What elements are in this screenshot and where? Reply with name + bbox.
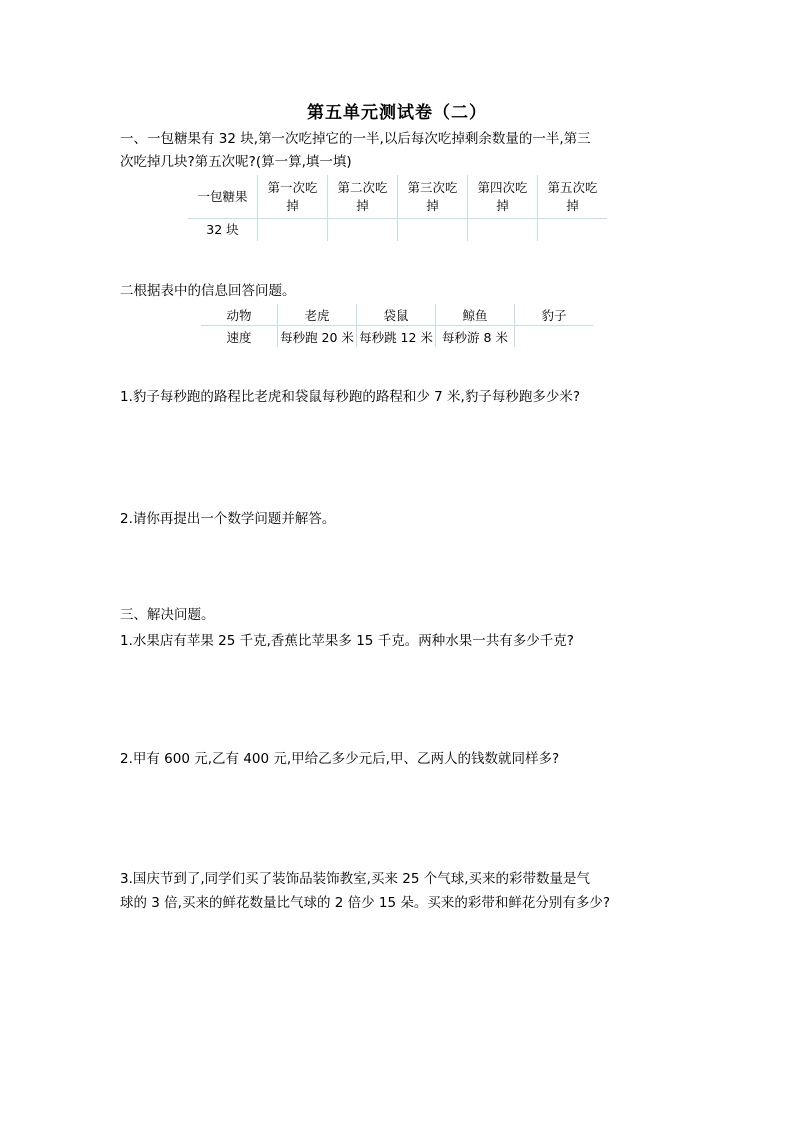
candy-table	[188, 175, 607, 241]
animal-speed-cell-blank[interactable]	[515, 326, 594, 348]
section2-question-2: 2.请你再提出一个数学问题并解答。	[120, 511, 336, 527]
section3-heading: 三、解决问题。	[120, 607, 215, 623]
animal-speed-table	[201, 304, 593, 347]
candy-answer-cell-3[interactable]	[398, 219, 468, 242]
candy-answer-cell-5[interactable]	[538, 219, 608, 242]
candy-table-row	[188, 219, 607, 242]
animal-speed-label: 速度	[201, 326, 278, 348]
section2-heading: 二根据表中的信息回答问题。	[120, 283, 296, 299]
candy-answer-cell-4[interactable]	[468, 219, 538, 242]
candy-header-cell: 第五次吃 掉	[538, 175, 608, 219]
animal-speed-cell: 每秒跳 12 米	[357, 326, 436, 348]
section2-question-1: 1.豹子每秒跑的路程比老虎和袋鼠每秒跑的路程和少 7 米,豹子每秒跑多少米?	[120, 389, 581, 405]
candy-header-cell: 一包糖果	[188, 175, 258, 219]
section3-question-3-line2: 球的 3 倍,买来的鲜花数量比气球的 2 倍少 15 朵。买来的彩带和鲜花分别有多少?	[120, 895, 611, 911]
animal-table-row	[201, 326, 593, 348]
candy-header-cell: 第四次吃 掉	[468, 175, 538, 219]
animal-header-cell: 老虎	[278, 304, 357, 326]
animal-header-cell: 动物	[201, 304, 278, 326]
animal-speed-cell: 每秒游 8 米	[436, 326, 515, 348]
animal-header-cell: 袋鼠	[357, 304, 436, 326]
candy-answer-cell-1[interactable]	[258, 219, 328, 242]
section1-question-line2: 次吃掉几块?第五次呢?(算一算,填一填)	[120, 154, 352, 170]
candy-header-cell: 第三次吃 掉	[398, 175, 468, 219]
animal-speed-cell: 每秒跑 20 米	[278, 326, 357, 348]
section3-question-1: 1.水果店有苹果 25 千克,香蕉比苹果多 15 千克。两种水果一共有多少千克?	[120, 633, 574, 649]
animal-header-cell: 鲸鱼	[436, 304, 515, 326]
section3-question-3-line1: 3.国庆节到了,同学们买了装饰品装饰教室,买来 25 个气球,买来的彩带数量是气	[120, 871, 591, 887]
candy-header-cell: 第二次吃 掉	[328, 175, 398, 219]
page-title: 第五单元测试卷（二）	[307, 103, 487, 123]
section3-question-2: 2.甲有 600 元,乙有 400 元,甲给乙多少元后,甲、乙两人的钱数就同样多?	[120, 751, 560, 767]
animal-table-header-row	[201, 304, 593, 326]
candy-table-header-row	[188, 175, 607, 219]
animal-header-cell: 豹子	[515, 304, 594, 326]
section1-question-line1: 一、一包糖果有 32 块,第一次吃掉它的一半,以后每次吃掉剩余数量的一半,第三	[120, 131, 591, 147]
candy-cell-total: 32 块	[188, 219, 258, 242]
candy-answer-cell-2[interactable]	[328, 219, 398, 242]
candy-header-cell: 第一次吃 掉	[258, 175, 328, 219]
